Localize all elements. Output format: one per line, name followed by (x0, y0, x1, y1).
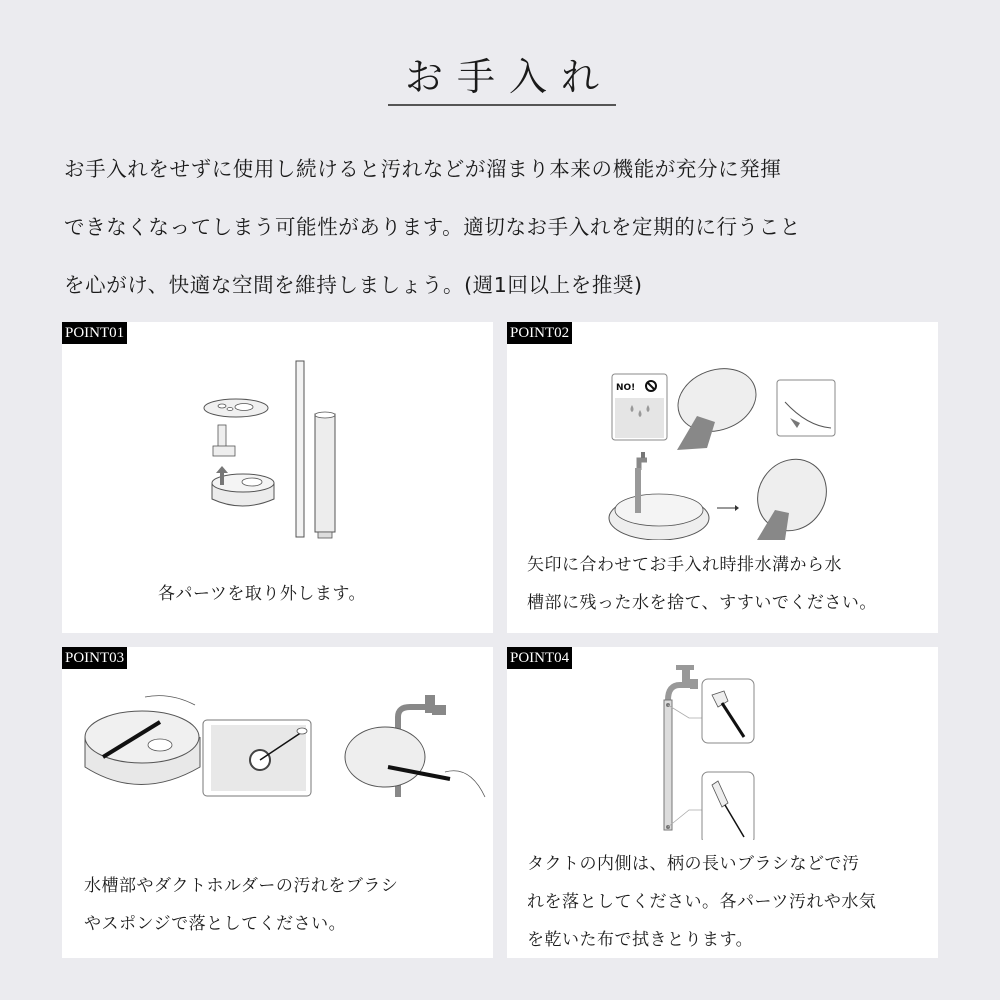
intro-line: を心がけ、快適な空間を維持しましょう。(週1回以上を推奨) (64, 273, 643, 297)
caption-line: 矢印に合わせてお手入れ時排水溝から水 (527, 555, 842, 575)
point-caption (527, 845, 876, 959)
intro-text (64, 140, 944, 314)
caption-line: を乾いた布で拭きとります。 (527, 930, 754, 950)
caption-line: 水槽部やダクトホルダーの汚れをブラシ (84, 876, 399, 896)
title-underline (388, 104, 616, 106)
point-card-01 (62, 322, 493, 633)
point-caption (84, 867, 398, 943)
caption-line: れを落としてください。各パーツ汚れや水気 (527, 892, 877, 912)
caption-line: やスポンジで落としてください。 (84, 914, 347, 934)
intro-line: お手入れをせずに使用し続けると汚れなどが溜まり本来の機能が充分に発揮 (64, 157, 782, 181)
no-label: NO! (616, 383, 636, 393)
parts-illustration (202, 357, 362, 547)
point-caption (158, 575, 366, 613)
point-card-02 (507, 322, 938, 633)
duct-brush-illustration (662, 655, 772, 840)
brush-illustration (80, 687, 490, 827)
caption-line: 槽部に残った水を捨て、すすいでください。 (527, 593, 877, 613)
page-title: お手入れ (404, 55, 613, 99)
point-card-04 (507, 647, 938, 958)
point-badge: POINT03 (62, 647, 127, 669)
point-caption (527, 546, 877, 622)
intro-line: できなくなってしまう可能性があります。適切なお手入れを定期的に行うこと (64, 215, 801, 239)
caption-line: 各パーツを取り外します。 (158, 584, 366, 604)
point-badge: POINT02 (507, 322, 572, 344)
point-badge: POINT04 (507, 647, 572, 669)
drain-illustration (607, 350, 837, 540)
point-badge: POINT01 (62, 322, 127, 344)
point-card-03 (62, 647, 493, 958)
caption-line: タクトの内側は、柄の長いブラシなどで汚 (527, 854, 860, 874)
